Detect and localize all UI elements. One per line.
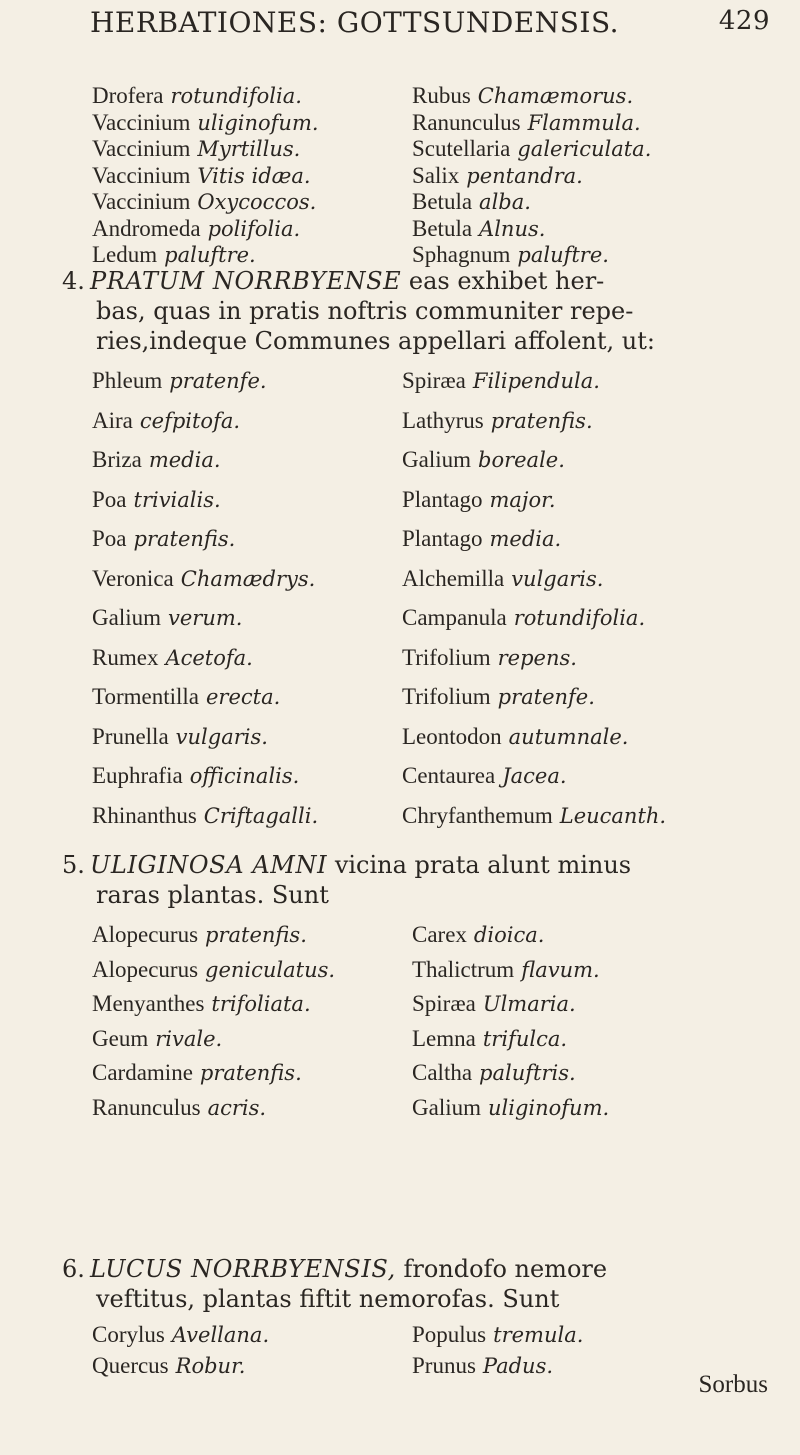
plant-entry	[92, 718, 318, 758]
species-name: pentandra.	[466, 163, 583, 188]
genus-name: Andromeda	[92, 215, 201, 241]
species-name: trifoliata.	[211, 992, 311, 1016]
species-name: pratenfe.	[169, 369, 267, 393]
plant-entry	[412, 136, 651, 163]
genus-name: Trifolium	[402, 644, 491, 670]
genus-name: Vaccinium	[92, 136, 191, 161]
species-name: flavum.	[521, 957, 600, 982]
section-heading: LUCUS NORRBYENSIS,	[90, 1255, 396, 1283]
genus-name: Alopecurus	[92, 956, 199, 982]
genus-name: Vaccinium	[92, 189, 191, 214]
species-name: rivale.	[155, 1026, 223, 1051]
species-name: Acetofa.	[165, 645, 253, 670]
genus-name: Chryfanthemum	[402, 802, 553, 828]
plant-entry	[412, 987, 609, 1022]
plant-entry	[92, 639, 318, 679]
species-name: repens.	[497, 645, 577, 670]
plant-entry	[92, 1056, 335, 1091]
species-name: verum.	[168, 606, 243, 630]
block1-left-column	[92, 83, 319, 269]
plant-entry	[92, 1351, 269, 1382]
species-name: Vitis idæa.	[197, 163, 311, 188]
species-name: Myrtillus.	[197, 137, 301, 161]
species-name: Padus.	[482, 1354, 554, 1378]
plant-entry	[402, 797, 666, 837]
plant-entry	[92, 678, 318, 718]
genus-name: Galium	[92, 605, 161, 630]
plant-entry	[92, 110, 319, 137]
species-name: uliginofum.	[197, 110, 319, 135]
genus-name: Scutellaria	[412, 136, 511, 161]
plant-entry	[92, 1320, 269, 1351]
plant-entry	[92, 987, 335, 1022]
genus-name: Tormentilla	[92, 684, 199, 709]
plant-entry	[402, 757, 666, 797]
species-name: paluftre.	[517, 243, 609, 267]
plant-entry	[402, 639, 666, 679]
plant-entry	[412, 83, 651, 110]
genus-name: Lemna	[412, 1025, 476, 1051]
plant-entry	[92, 402, 318, 442]
section-text: ries,indeque Communes appellari affolent, ut:	[96, 327, 655, 355]
species-name: erecta.	[205, 685, 281, 709]
species-name: Flammula.	[527, 110, 641, 135]
plant-entry	[402, 678, 666, 718]
plant-entry	[92, 1091, 335, 1126]
genus-name: Corylus	[92, 1322, 165, 1347]
genus-name: Aira	[92, 407, 133, 433]
plant-entry	[402, 560, 666, 600]
genus-name: Campanula	[402, 605, 507, 630]
genus-name: Sphagnum	[412, 242, 511, 267]
genus-name: Rhinanthus	[92, 802, 197, 828]
plant-entry	[402, 718, 666, 758]
genus-name: Vaccinium	[92, 109, 191, 135]
species-name: Avellana.	[171, 1323, 270, 1347]
plant-entry	[412, 242, 651, 269]
genus-name: Spiræa	[402, 368, 466, 393]
species-name: Leucanth.	[559, 803, 667, 828]
genus-name: Veronica	[92, 565, 174, 591]
plant-entry	[412, 953, 609, 988]
plant-entry	[412, 1056, 609, 1091]
section-heading: PRATUM NORRBYENSE	[90, 267, 402, 295]
species-name: rotundifolia.	[170, 84, 302, 108]
plant-entry	[412, 163, 651, 190]
plant-entry	[402, 481, 666, 521]
genus-name: Quercus	[92, 1353, 169, 1378]
section6-left-column	[92, 1320, 269, 1382]
plant-entry	[92, 216, 319, 243]
genus-name: Phleum	[92, 368, 163, 393]
genus-name: Prunus	[412, 1353, 476, 1378]
section6-right-column	[412, 1320, 583, 1382]
species-name: trifulca.	[482, 1026, 568, 1051]
section-text: veftitus, plantas fiftit nemorofas. Sunt	[96, 1285, 560, 1313]
species-name: Ulmaria.	[482, 992, 576, 1016]
section-heading: ULIGINOSA AMNI	[90, 851, 328, 879]
genus-name: Carex	[412, 922, 467, 947]
plant-entry	[92, 83, 319, 110]
species-name: vulgaris.	[175, 724, 268, 749]
species-name: paluftre.	[164, 243, 256, 267]
plant-entry	[92, 163, 319, 190]
plant-entry	[92, 189, 319, 216]
species-name: autumnale.	[508, 724, 629, 749]
species-name: media.	[148, 448, 221, 472]
genus-name: Caltha	[412, 1060, 473, 1085]
genus-name: Betula	[412, 189, 473, 214]
plant-entry	[402, 362, 666, 402]
genus-name: Galium	[402, 447, 471, 472]
section-text: bas, quas in pratis noftris communiter repe-	[96, 297, 634, 325]
section-text: frondofo nemore	[403, 1255, 608, 1283]
species-name: pratenfe.	[497, 685, 595, 709]
species-name: paluftris.	[479, 1061, 576, 1085]
catchword: Sorbus	[698, 1371, 768, 1398]
species-name: uliginofum.	[488, 1095, 610, 1120]
genus-name: Thalictrum	[412, 956, 515, 982]
species-name: Chamæmorus.	[477, 84, 634, 108]
genus-name: Briza	[92, 447, 142, 472]
genus-name: Geum	[92, 1025, 149, 1051]
page-title: HERBATIONES: GOTTSUNDENSIS.	[90, 6, 620, 39]
plant-entry	[92, 1022, 335, 1057]
species-name: geniculatus.	[205, 957, 336, 982]
species-name: boreale.	[478, 448, 565, 472]
genus-name: Menyanthes	[92, 991, 205, 1016]
plant-entry	[92, 560, 318, 600]
species-name: major.	[489, 487, 556, 512]
plant-entry	[402, 441, 666, 481]
section-number: 5.	[62, 851, 85, 879]
species-name: pratenfis.	[133, 527, 236, 551]
section-number: 6.	[62, 1255, 85, 1283]
genus-name: Alopecurus	[92, 922, 199, 947]
plant-entry	[92, 599, 318, 639]
plant-entry	[412, 1351, 583, 1382]
genus-name: Leontodon	[402, 723, 502, 749]
genus-name: Galium	[412, 1094, 481, 1120]
genus-name: Poa	[92, 486, 127, 512]
plant-entry	[402, 599, 666, 639]
genus-name: Spiræa	[412, 991, 476, 1016]
plant-entry	[92, 797, 318, 837]
species-name: cefpitofa.	[139, 408, 241, 433]
section4-right-column	[402, 362, 666, 836]
species-name: vulgaris.	[511, 566, 604, 591]
section-text: vicina prata alunt minus	[334, 851, 632, 879]
species-name: pratenfis.	[490, 408, 593, 433]
species-name: pratenfis.	[199, 1061, 302, 1085]
genus-name: Populus	[412, 1322, 487, 1347]
genus-name: Vaccinium	[92, 162, 191, 188]
plant-entry	[92, 242, 319, 269]
genus-name: Prunella	[92, 723, 169, 749]
section-6	[62, 1254, 772, 1314]
species-name: rotundifolia.	[513, 606, 646, 630]
section-4	[62, 266, 772, 356]
plant-entry	[412, 110, 651, 137]
genus-name: Betula	[412, 215, 473, 241]
genus-name: Euphrafia	[92, 763, 183, 788]
genus-name: Poa	[92, 526, 127, 551]
genus-name: Salix	[412, 162, 460, 188]
genus-name: Alchemilla	[402, 565, 505, 591]
species-name: galericulata.	[517, 137, 652, 161]
genus-name: Ranunculus	[412, 109, 521, 135]
species-name: dioica.	[473, 923, 545, 947]
section-number: 4.	[62, 267, 85, 295]
page-number: 429	[718, 6, 770, 36]
section5-right-column	[412, 918, 609, 1125]
plant-entry	[412, 1022, 609, 1057]
plant-entry	[92, 136, 319, 163]
species-name: Criftagalli.	[203, 803, 319, 828]
plant-entry	[412, 1091, 609, 1126]
plant-entry	[92, 757, 318, 797]
species-name: officinalis.	[189, 764, 300, 788]
species-name: Chamædrys.	[180, 566, 316, 591]
plant-entry	[92, 918, 335, 953]
section4-left-column	[92, 362, 318, 836]
species-name: Oxycoccos.	[197, 190, 317, 214]
plant-entry	[92, 520, 318, 560]
plant-entry	[412, 189, 651, 216]
plant-entry	[412, 918, 609, 953]
section5-left-column	[92, 918, 335, 1125]
section-text: eas exhibet her-	[408, 267, 605, 295]
species-name: acris.	[207, 1095, 267, 1120]
genus-name: Ranunculus	[92, 1094, 201, 1120]
genus-name: Plantago	[402, 486, 483, 512]
genus-name: Lathyrus	[402, 407, 484, 433]
plant-entry	[92, 481, 318, 521]
plant-entry	[412, 216, 651, 243]
species-name: trivialis.	[133, 487, 221, 512]
plant-entry	[402, 520, 666, 560]
genus-name: Plantago	[402, 526, 483, 551]
genus-name: Drofera	[92, 83, 164, 108]
genus-name: Rubus	[412, 83, 471, 108]
species-name: tremula.	[493, 1323, 584, 1347]
species-name: Filipendula.	[472, 369, 600, 393]
species-name: Robur.	[175, 1354, 246, 1378]
block1-right-column	[412, 83, 651, 269]
plant-entry	[402, 402, 666, 442]
species-name: Jacea.	[502, 764, 567, 788]
plant-entry	[92, 441, 318, 481]
genus-name: Rumex	[92, 644, 159, 670]
section-text: raras plantas. Sunt	[96, 881, 329, 909]
genus-name: Ledum	[92, 242, 158, 267]
species-name: Alnus.	[479, 216, 546, 241]
species-name: alba.	[479, 190, 531, 214]
genus-name: Trifolium	[402, 684, 491, 709]
genus-name: Cardamine	[92, 1060, 193, 1085]
species-name: polifolia.	[207, 216, 301, 241]
plant-entry	[412, 1320, 583, 1351]
plant-entry	[92, 953, 335, 988]
species-name: pratenfis.	[205, 923, 307, 947]
species-name: media.	[489, 527, 562, 551]
genus-name: Centaurea	[402, 763, 496, 788]
section-5	[62, 850, 772, 910]
plant-entry	[92, 362, 318, 402]
